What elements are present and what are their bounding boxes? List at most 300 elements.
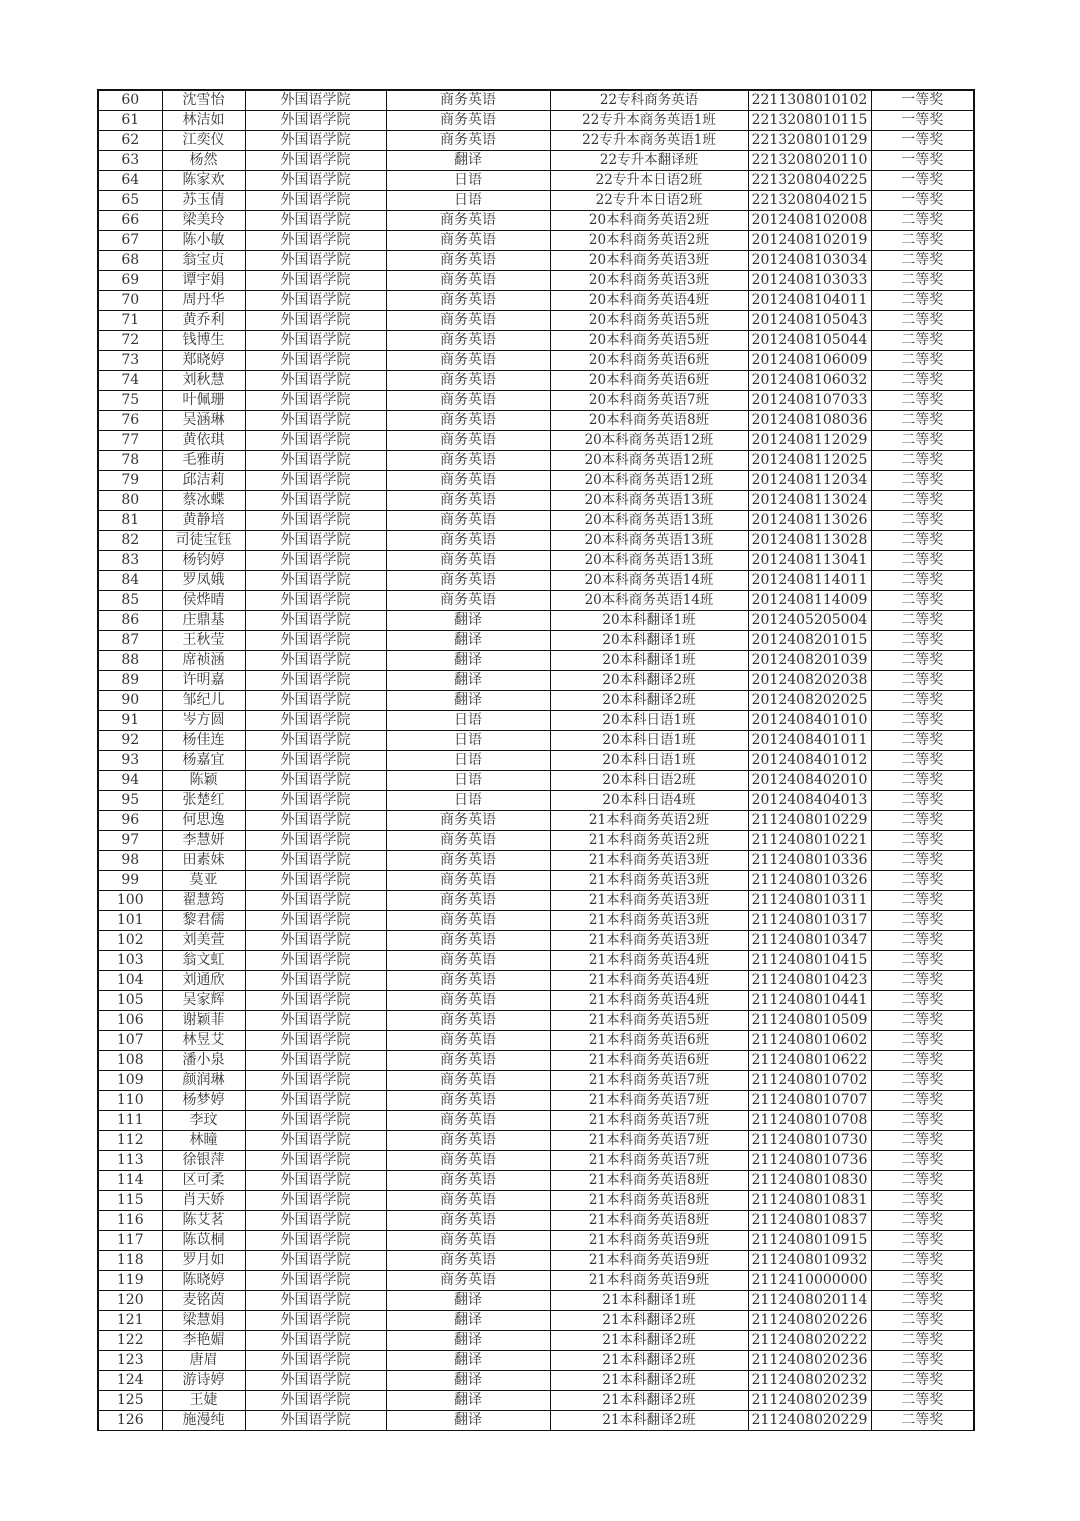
award-level-cell: 二等奖	[871, 531, 974, 551]
major-cell: 商务英语	[386, 811, 550, 831]
student-name-cell: 刘美萱	[162, 931, 245, 951]
row-number-cell: 67	[98, 231, 162, 251]
student-id-cell: 2012408401010	[748, 711, 871, 731]
class-cell: 21本科翻译1班	[550, 1291, 748, 1311]
row-number-cell: 121	[98, 1311, 162, 1331]
class-cell: 21本科商务英语6班	[550, 1031, 748, 1051]
student-id-cell: 2012408114011	[748, 571, 871, 591]
class-cell: 21本科商务英语5班	[550, 1011, 748, 1031]
row-number-cell: 74	[98, 371, 162, 391]
student-id-cell: 2112408020229	[748, 1411, 871, 1431]
student-id-cell: 2112408010311	[748, 891, 871, 911]
student-name-cell: 江奕仪	[162, 131, 245, 151]
student-id-cell: 2213208010115	[748, 111, 871, 131]
major-cell: 商务英语	[386, 551, 550, 571]
major-cell: 商务英语	[386, 1151, 550, 1171]
college-cell: 外国语学院	[245, 271, 386, 291]
table-row	[98, 991, 974, 1011]
student-name-cell: 刘通欣	[162, 971, 245, 991]
college-cell: 外国语学院	[245, 211, 386, 231]
class-cell: 21本科翻译2班	[550, 1331, 748, 1351]
student-name-cell: 叶佩珊	[162, 391, 245, 411]
table-row	[98, 211, 974, 231]
award-level-cell: 二等奖	[871, 871, 974, 891]
student-name-cell: 黄依琪	[162, 431, 245, 451]
row-number-cell: 108	[98, 1051, 162, 1071]
class-cell: 21本科商务英语7班	[550, 1071, 748, 1091]
class-cell: 21本科翻译2班	[550, 1351, 748, 1371]
student-name-cell: 林洁如	[162, 111, 245, 131]
college-cell: 外国语学院	[245, 771, 386, 791]
college-cell: 外国语学院	[245, 511, 386, 531]
class-cell: 20本科商务英语12班	[550, 431, 748, 451]
award-level-cell: 二等奖	[871, 611, 974, 631]
major-cell: 商务英语	[386, 851, 550, 871]
class-cell: 22专升本日语2班	[550, 191, 748, 211]
row-number-cell: 90	[98, 691, 162, 711]
class-cell: 20本科商务英语13班	[550, 531, 748, 551]
class-cell: 20本科商务英语13班	[550, 511, 748, 531]
award-level-cell: 二等奖	[871, 1311, 974, 1331]
college-cell: 外国语学院	[245, 1191, 386, 1211]
college-cell: 外国语学院	[245, 1391, 386, 1411]
table-row	[98, 571, 974, 591]
major-cell: 翻译	[386, 671, 550, 691]
row-number-cell: 116	[98, 1211, 162, 1231]
major-cell: 商务英语	[386, 291, 550, 311]
row-number-cell: 69	[98, 271, 162, 291]
table-row	[98, 971, 974, 991]
row-number-cell: 84	[98, 571, 162, 591]
award-level-cell: 二等奖	[871, 1171, 974, 1191]
table-row	[98, 171, 974, 191]
row-number-cell: 126	[98, 1411, 162, 1431]
class-cell: 20本科商务英语2班	[550, 231, 748, 251]
row-number-cell: 100	[98, 891, 162, 911]
row-number-cell: 113	[98, 1151, 162, 1171]
student-id-cell: 2012408113026	[748, 511, 871, 531]
class-cell: 20本科商务英语13班	[550, 491, 748, 511]
row-number-cell: 77	[98, 431, 162, 451]
row-number-cell: 78	[98, 451, 162, 471]
student-id-cell: 2112408010441	[748, 991, 871, 1011]
class-cell: 20本科商务英语3班	[550, 271, 748, 291]
row-number-cell: 118	[98, 1251, 162, 1271]
college-cell: 外国语学院	[245, 1411, 386, 1431]
award-level-cell: 二等奖	[871, 1071, 974, 1091]
class-cell: 21本科翻译2班	[550, 1391, 748, 1411]
major-cell: 翻译	[386, 651, 550, 671]
student-name-cell: 田素妹	[162, 851, 245, 871]
table-row	[98, 1411, 974, 1431]
row-number-cell: 66	[98, 211, 162, 231]
college-cell: 外国语学院	[245, 751, 386, 771]
table-row	[98, 871, 974, 891]
table-row	[98, 1331, 974, 1351]
table-row	[98, 891, 974, 911]
table-row	[98, 1191, 974, 1211]
student-name-cell: 周丹华	[162, 291, 245, 311]
class-cell: 20本科日语2班	[550, 771, 748, 791]
class-cell: 21本科商务英语3班	[550, 911, 748, 931]
college-cell: 外国语学院	[245, 611, 386, 631]
student-name-cell: 谢颖菲	[162, 1011, 245, 1031]
student-name-cell: 梁慧娟	[162, 1311, 245, 1331]
college-cell: 外国语学院	[245, 1151, 386, 1171]
award-level-cell: 二等奖	[871, 491, 974, 511]
award-level-cell: 二等奖	[871, 1011, 974, 1031]
award-level-cell: 二等奖	[871, 691, 974, 711]
table-row	[98, 931, 974, 951]
class-cell: 21本科翻译2班	[550, 1371, 748, 1391]
table-row	[98, 1151, 974, 1171]
student-name-cell: 刘秋慧	[162, 371, 245, 391]
student-id-cell: 2012408114009	[748, 591, 871, 611]
college-cell: 外国语学院	[245, 451, 386, 471]
major-cell: 商务英语	[386, 371, 550, 391]
major-cell: 商务英语	[386, 1231, 550, 1251]
award-level-cell: 二等奖	[871, 1091, 974, 1111]
major-cell: 商务英语	[386, 1271, 550, 1291]
row-number-cell: 97	[98, 831, 162, 851]
award-level-cell: 二等奖	[871, 511, 974, 531]
class-cell: 22专科商务英语	[550, 90, 748, 111]
college-cell: 外国语学院	[245, 831, 386, 851]
student-name-cell: 游诗婷	[162, 1371, 245, 1391]
row-number-cell: 123	[98, 1351, 162, 1371]
class-cell: 21本科商务英语3班	[550, 891, 748, 911]
class-cell: 21本科商务英语6班	[550, 1051, 748, 1071]
award-level-cell: 二等奖	[871, 591, 974, 611]
class-cell: 20本科商务英语6班	[550, 371, 748, 391]
major-cell: 商务英语	[386, 311, 550, 331]
award-level-cell: 二等奖	[871, 371, 974, 391]
award-level-cell: 一等奖	[871, 191, 974, 211]
class-cell: 20本科日语1班	[550, 751, 748, 771]
award-level-cell: 二等奖	[871, 1391, 974, 1411]
class-cell: 21本科商务英语9班	[550, 1271, 748, 1291]
major-cell: 商务英语	[386, 1071, 550, 1091]
college-cell: 外国语学院	[245, 811, 386, 831]
student-id-cell: 2012408103033	[748, 271, 871, 291]
class-cell: 21本科商务英语7班	[550, 1111, 748, 1131]
student-id-cell: 2012405205004	[748, 611, 871, 631]
college-cell: 外国语学院	[245, 691, 386, 711]
college-cell: 外国语学院	[245, 411, 386, 431]
student-name-cell: 黄静培	[162, 511, 245, 531]
major-cell: 商务英语	[386, 1051, 550, 1071]
award-level-cell: 二等奖	[871, 1411, 974, 1431]
college-cell: 外国语学院	[245, 311, 386, 331]
table-row	[98, 1391, 974, 1411]
row-number-cell: 119	[98, 1271, 162, 1291]
class-cell: 21本科商务英语8班	[550, 1191, 748, 1211]
student-name-cell: 杨钧婷	[162, 551, 245, 571]
class-cell: 20本科商务英语5班	[550, 311, 748, 331]
student-id-cell: 2012408112029	[748, 431, 871, 451]
award-level-cell: 二等奖	[871, 811, 974, 831]
row-number-cell: 68	[98, 251, 162, 271]
row-number-cell: 125	[98, 1391, 162, 1411]
college-cell: 外国语学院	[245, 251, 386, 271]
major-cell: 日语	[386, 771, 550, 791]
row-number-cell: 101	[98, 911, 162, 931]
student-name-cell: 张楚红	[162, 791, 245, 811]
class-cell: 22专升本日语2班	[550, 171, 748, 191]
major-cell: 日语	[386, 171, 550, 191]
award-level-cell: 二等奖	[871, 1351, 974, 1371]
table-row	[98, 1211, 974, 1231]
student-name-cell: 许明嘉	[162, 671, 245, 691]
student-id-cell: 2112408020236	[748, 1351, 871, 1371]
row-number-cell: 62	[98, 131, 162, 151]
student-id-cell: 2012408401011	[748, 731, 871, 751]
student-name-cell: 杨佳连	[162, 731, 245, 751]
award-level-cell: 二等奖	[871, 1331, 974, 1351]
student-id-cell: 2213208010129	[748, 131, 871, 151]
college-cell: 外国语学院	[245, 291, 386, 311]
college-cell: 外国语学院	[245, 1231, 386, 1251]
row-number-cell: 103	[98, 951, 162, 971]
student-id-cell: 2012408103034	[748, 251, 871, 271]
table-row	[98, 531, 974, 551]
student-id-cell: 2012408201039	[748, 651, 871, 671]
student-name-cell: 梁美玲	[162, 211, 245, 231]
college-cell: 外国语学院	[245, 231, 386, 251]
college-cell: 外国语学院	[245, 1131, 386, 1151]
major-cell: 日语	[386, 731, 550, 751]
table-row	[98, 191, 974, 211]
college-cell: 外国语学院	[245, 1251, 386, 1271]
table-row	[98, 251, 974, 271]
student-name-cell: 蔡冰蝶	[162, 491, 245, 511]
college-cell: 外国语学院	[245, 331, 386, 351]
row-number-cell: 70	[98, 291, 162, 311]
major-cell: 商务英语	[386, 1011, 550, 1031]
award-level-cell: 二等奖	[871, 251, 974, 271]
award-level-cell: 二等奖	[871, 951, 974, 971]
student-name-cell: 李艳媚	[162, 1331, 245, 1351]
student-id-cell: 2112408020114	[748, 1291, 871, 1311]
college-cell: 外国语学院	[245, 1111, 386, 1131]
student-name-cell: 杨然	[162, 151, 245, 171]
award-level-cell: 二等奖	[871, 851, 974, 871]
award-level-cell: 一等奖	[871, 90, 974, 111]
award-level-cell: 二等奖	[871, 891, 974, 911]
college-cell: 外国语学院	[245, 351, 386, 371]
major-cell: 商务英语	[386, 1211, 550, 1231]
student-id-cell: 2012408401012	[748, 751, 871, 771]
college-cell: 外国语学院	[245, 111, 386, 131]
student-id-cell: 2112408010509	[748, 1011, 871, 1031]
table-row	[98, 1371, 974, 1391]
table-row	[98, 791, 974, 811]
student-name-cell: 何思逸	[162, 811, 245, 831]
class-cell: 20本科翻译1班	[550, 611, 748, 631]
row-number-cell: 122	[98, 1331, 162, 1351]
table-row	[98, 111, 974, 131]
class-cell: 21本科商务英语9班	[550, 1251, 748, 1271]
college-cell: 外国语学院	[245, 1271, 386, 1291]
student-name-cell: 罗凤娥	[162, 571, 245, 591]
major-cell: 商务英语	[386, 891, 550, 911]
class-cell: 20本科商务英语3班	[550, 251, 748, 271]
class-cell: 21本科商务英语3班	[550, 931, 748, 951]
table-row	[98, 1111, 974, 1131]
award-list-table	[97, 89, 975, 1431]
major-cell: 商务英语	[386, 1091, 550, 1111]
college-cell: 外国语学院	[245, 971, 386, 991]
table-row	[98, 351, 974, 371]
college-cell: 外国语学院	[245, 571, 386, 591]
row-number-cell: 107	[98, 1031, 162, 1051]
row-number-cell: 65	[98, 191, 162, 211]
student-name-cell: 席祯涵	[162, 651, 245, 671]
table-row	[98, 1351, 974, 1371]
student-name-cell: 颜润琳	[162, 1071, 245, 1091]
college-cell: 外国语学院	[245, 1011, 386, 1031]
student-name-cell: 毛雅萌	[162, 451, 245, 471]
table-row	[98, 551, 974, 571]
row-number-cell: 80	[98, 491, 162, 511]
student-name-cell: 苏玉倩	[162, 191, 245, 211]
college-cell: 外国语学院	[245, 1371, 386, 1391]
row-number-cell: 85	[98, 591, 162, 611]
table-row	[98, 291, 974, 311]
student-name-cell: 唐眉	[162, 1351, 245, 1371]
student-name-cell: 黎君儒	[162, 911, 245, 931]
student-id-cell: 2012408112025	[748, 451, 871, 471]
student-name-cell: 沈雪怡	[162, 90, 245, 111]
major-cell: 商务英语	[386, 391, 550, 411]
row-number-cell: 124	[98, 1371, 162, 1391]
student-id-cell: 2012408202025	[748, 691, 871, 711]
college-cell: 外国语学院	[245, 1351, 386, 1371]
award-level-cell: 二等奖	[871, 731, 974, 751]
table-row	[98, 1311, 974, 1331]
student-id-cell: 2112410000000	[748, 1271, 871, 1291]
student-id-cell: 2112408010837	[748, 1211, 871, 1231]
major-cell: 商务英语	[386, 591, 550, 611]
student-name-cell: 庄鼎基	[162, 611, 245, 631]
student-name-cell: 岑方圆	[162, 711, 245, 731]
student-id-cell: 2112408020226	[748, 1311, 871, 1331]
award-level-cell: 二等奖	[871, 571, 974, 591]
student-id-cell: 2012408404013	[748, 791, 871, 811]
major-cell: 商务英语	[386, 831, 550, 851]
student-id-cell: 2012408201015	[748, 631, 871, 651]
award-level-cell: 二等奖	[871, 471, 974, 491]
row-number-cell: 110	[98, 1091, 162, 1111]
award-level-cell: 二等奖	[871, 771, 974, 791]
table-row	[98, 671, 974, 691]
table-row	[98, 731, 974, 751]
student-id-cell: 2012408113024	[748, 491, 871, 511]
row-number-cell: 60	[98, 90, 162, 111]
student-id-cell: 2112408020232	[748, 1371, 871, 1391]
major-cell: 翻译	[386, 1391, 550, 1411]
major-cell: 商务英语	[386, 451, 550, 471]
award-level-cell: 二等奖	[871, 331, 974, 351]
table-row	[98, 751, 974, 771]
row-number-cell: 96	[98, 811, 162, 831]
student-id-cell: 2112408010347	[748, 931, 871, 951]
row-number-cell: 71	[98, 311, 162, 331]
college-cell: 外国语学院	[245, 391, 386, 411]
college-cell: 外国语学院	[245, 891, 386, 911]
student-name-cell: 潘小泉	[162, 1051, 245, 1071]
student-id-cell: 2112408010915	[748, 1231, 871, 1251]
major-cell: 翻译	[386, 1311, 550, 1331]
class-cell: 20本科商务英语5班	[550, 331, 748, 351]
college-cell: 外国语学院	[245, 1051, 386, 1071]
student-name-cell: 陈艾茗	[162, 1211, 245, 1231]
student-name-cell: 王秋莹	[162, 631, 245, 651]
student-id-cell: 2012408113028	[748, 531, 871, 551]
college-cell: 外国语学院	[245, 1291, 386, 1311]
class-cell: 20本科日语1班	[550, 711, 748, 731]
table-row	[98, 1031, 974, 1051]
student-id-cell: 2112408010317	[748, 911, 871, 931]
college-cell: 外国语学院	[245, 791, 386, 811]
class-cell: 20本科商务英语13班	[550, 551, 748, 571]
major-cell: 日语	[386, 711, 550, 731]
award-level-cell: 一等奖	[871, 111, 974, 131]
student-id-cell: 2012408107033	[748, 391, 871, 411]
student-id-cell: 2012408202038	[748, 671, 871, 691]
college-cell: 外国语学院	[245, 90, 386, 111]
table-row	[98, 1051, 974, 1071]
class-cell: 21本科商务英语7班	[550, 1151, 748, 1171]
row-number-cell: 115	[98, 1191, 162, 1211]
college-cell: 外国语学院	[245, 651, 386, 671]
award-level-cell: 二等奖	[871, 1291, 974, 1311]
table-row	[98, 431, 974, 451]
college-cell: 外国语学院	[245, 931, 386, 951]
student-name-cell: 吴涵琳	[162, 411, 245, 431]
student-id-cell: 2112408020222	[748, 1331, 871, 1351]
student-name-cell: 侯烨晴	[162, 591, 245, 611]
student-id-cell: 2012408105043	[748, 311, 871, 331]
award-level-cell: 二等奖	[871, 1231, 974, 1251]
major-cell: 商务英语	[386, 931, 550, 951]
award-level-cell: 二等奖	[871, 351, 974, 371]
college-cell: 外国语学院	[245, 1071, 386, 1091]
award-level-cell: 二等奖	[871, 311, 974, 331]
class-cell: 20本科日语1班	[550, 731, 748, 751]
college-cell: 外国语学院	[245, 1171, 386, 1191]
major-cell: 商务英语	[386, 1031, 550, 1051]
student-id-cell: 2112408010622	[748, 1051, 871, 1071]
table-row	[98, 711, 974, 731]
row-number-cell: 79	[98, 471, 162, 491]
major-cell: 商务英语	[386, 1251, 550, 1271]
class-cell: 21本科商务英语7班	[550, 1131, 748, 1151]
college-cell: 外国语学院	[245, 151, 386, 171]
table-row	[98, 631, 974, 651]
row-number-cell: 87	[98, 631, 162, 651]
college-cell: 外国语学院	[245, 471, 386, 491]
table-row	[98, 231, 974, 251]
table-row	[98, 1231, 974, 1251]
class-cell: 21本科商务英语4班	[550, 971, 748, 991]
row-number-cell: 102	[98, 931, 162, 951]
row-number-cell: 89	[98, 671, 162, 691]
student-name-cell: 吴家辉	[162, 991, 245, 1011]
class-cell: 20本科翻译1班	[550, 651, 748, 671]
row-number-cell: 98	[98, 851, 162, 871]
major-cell: 翻译	[386, 631, 550, 651]
